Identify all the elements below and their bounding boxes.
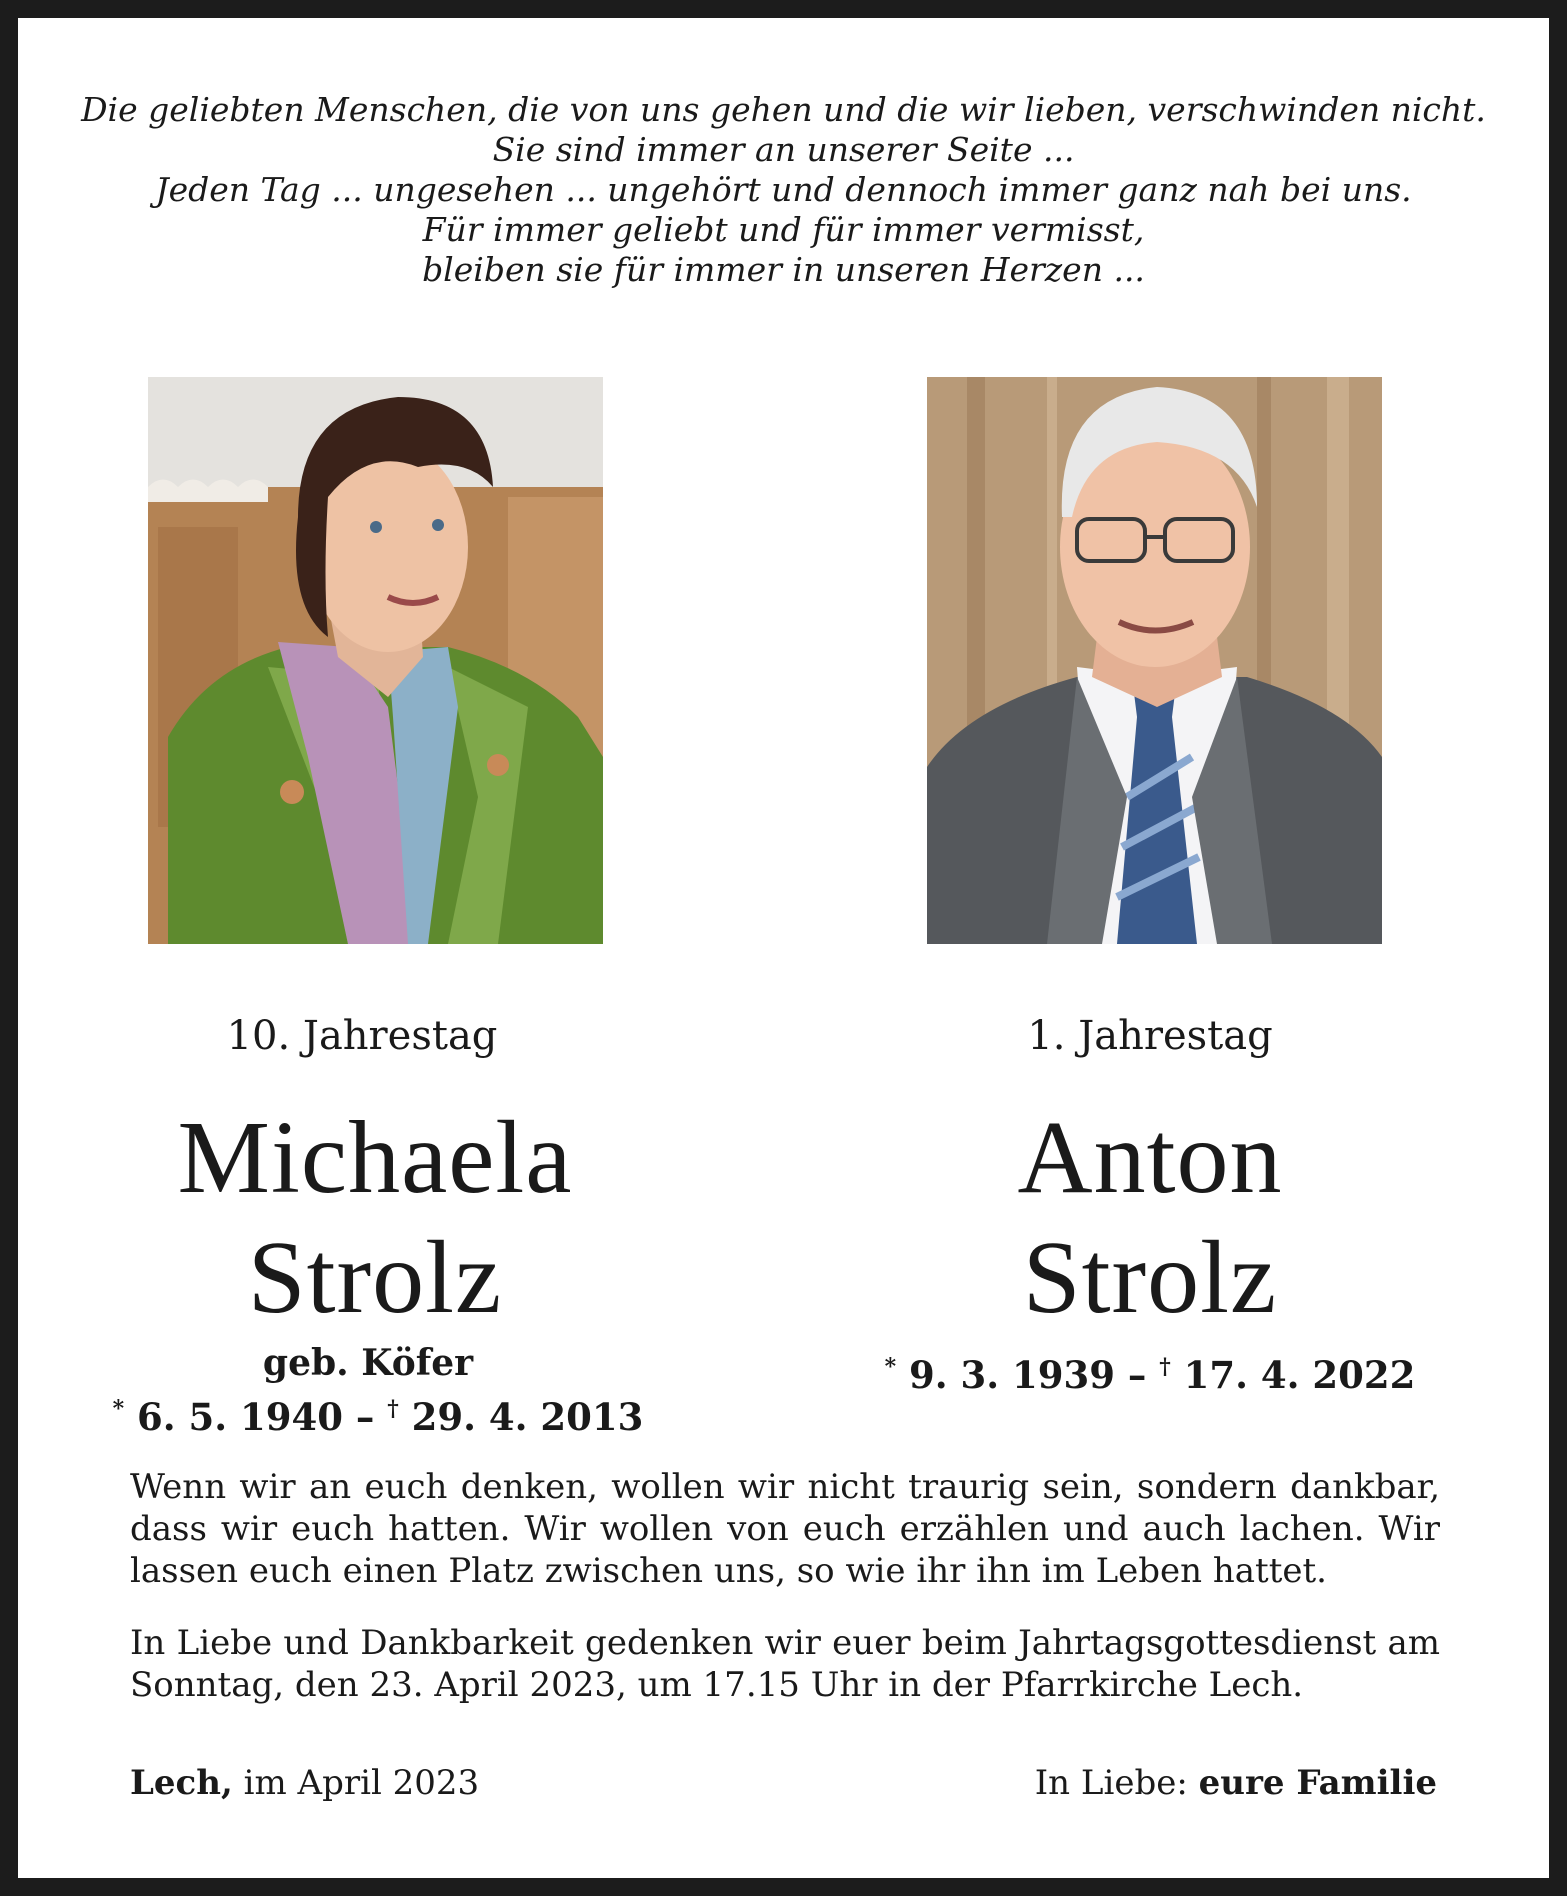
- footer-place-date: [130, 1762, 479, 1804]
- first-name-right: Anton: [1017, 1100, 1283, 1215]
- born-symbol: *: [112, 1396, 125, 1422]
- poem-line: Für immer geliebt und für immer vermisst,: [422, 210, 1145, 249]
- memorial-poem: [60, 90, 1507, 290]
- poem-line: Sie sind immer an unserer Seite ...: [492, 130, 1075, 169]
- first-name-left: Michaela: [177, 1100, 573, 1215]
- dash: –: [1127, 1353, 1147, 1397]
- died-symbol: †: [387, 1396, 399, 1422]
- last-name-right: Strolz: [1022, 1220, 1278, 1335]
- born-symbol: *: [884, 1354, 897, 1380]
- life-dates-left: [108, 1387, 648, 1439]
- maiden-name-left: geb. Köfer: [262, 1342, 474, 1384]
- footer-place: Lech,: [130, 1763, 233, 1803]
- body-paragraph-1: Wenn wir an euch denken, wollen wir nicht traurig sein, sondern dankbar, dass wir euch hatten. Wir wollen von euch erzählen und auch lachen. Wir lassen euch einen Platz zwischen uns, so wie ihr ihn im Leben hattet.: [130, 1467, 1440, 1591]
- anniversary-right: 1. Jahrestag: [1027, 1013, 1273, 1059]
- footer-date: im April 2023: [232, 1763, 480, 1803]
- body-paragraph-2: In Liebe und Dankbarkeit gedenken wir euer beim Jahrtagsgottesdienst am Sonntag, den 23. April 2023, um 17.15 Uhr in der Pfarrkirche Lech.: [130, 1623, 1440, 1705]
- birth-date: 9. 3. 1939: [908, 1353, 1115, 1397]
- poem-line: Die geliebten Menschen, die von uns gehen und die wir lieben, verschwinden nicht.: [81, 90, 1486, 129]
- photo-michaela: [148, 377, 603, 944]
- footer-signoff: [1035, 1762, 1437, 1804]
- death-date: 29. 4. 2013: [411, 1395, 644, 1439]
- died-symbol: †: [1159, 1354, 1171, 1380]
- death-date: 17. 4. 2022: [1183, 1353, 1416, 1397]
- dash: –: [355, 1395, 375, 1439]
- last-name-left: Strolz: [247, 1220, 503, 1335]
- anniversary-left: 10. Jahrestag: [226, 1013, 498, 1059]
- birth-date: 6. 5. 1940: [136, 1395, 343, 1439]
- photo-anton: [927, 377, 1382, 944]
- signoff-prefix: In Liebe:: [1034, 1763, 1199, 1803]
- signoff-family: eure Familie: [1198, 1763, 1437, 1803]
- life-dates-right: [880, 1345, 1420, 1397]
- poem-line: bleiben sie für immer in unseren Herzen ...: [422, 250, 1145, 289]
- poem-line: Jeden Tag ... ungesehen ... ungehört und dennoch immer ganz nah bei uns.: [155, 170, 1412, 209]
